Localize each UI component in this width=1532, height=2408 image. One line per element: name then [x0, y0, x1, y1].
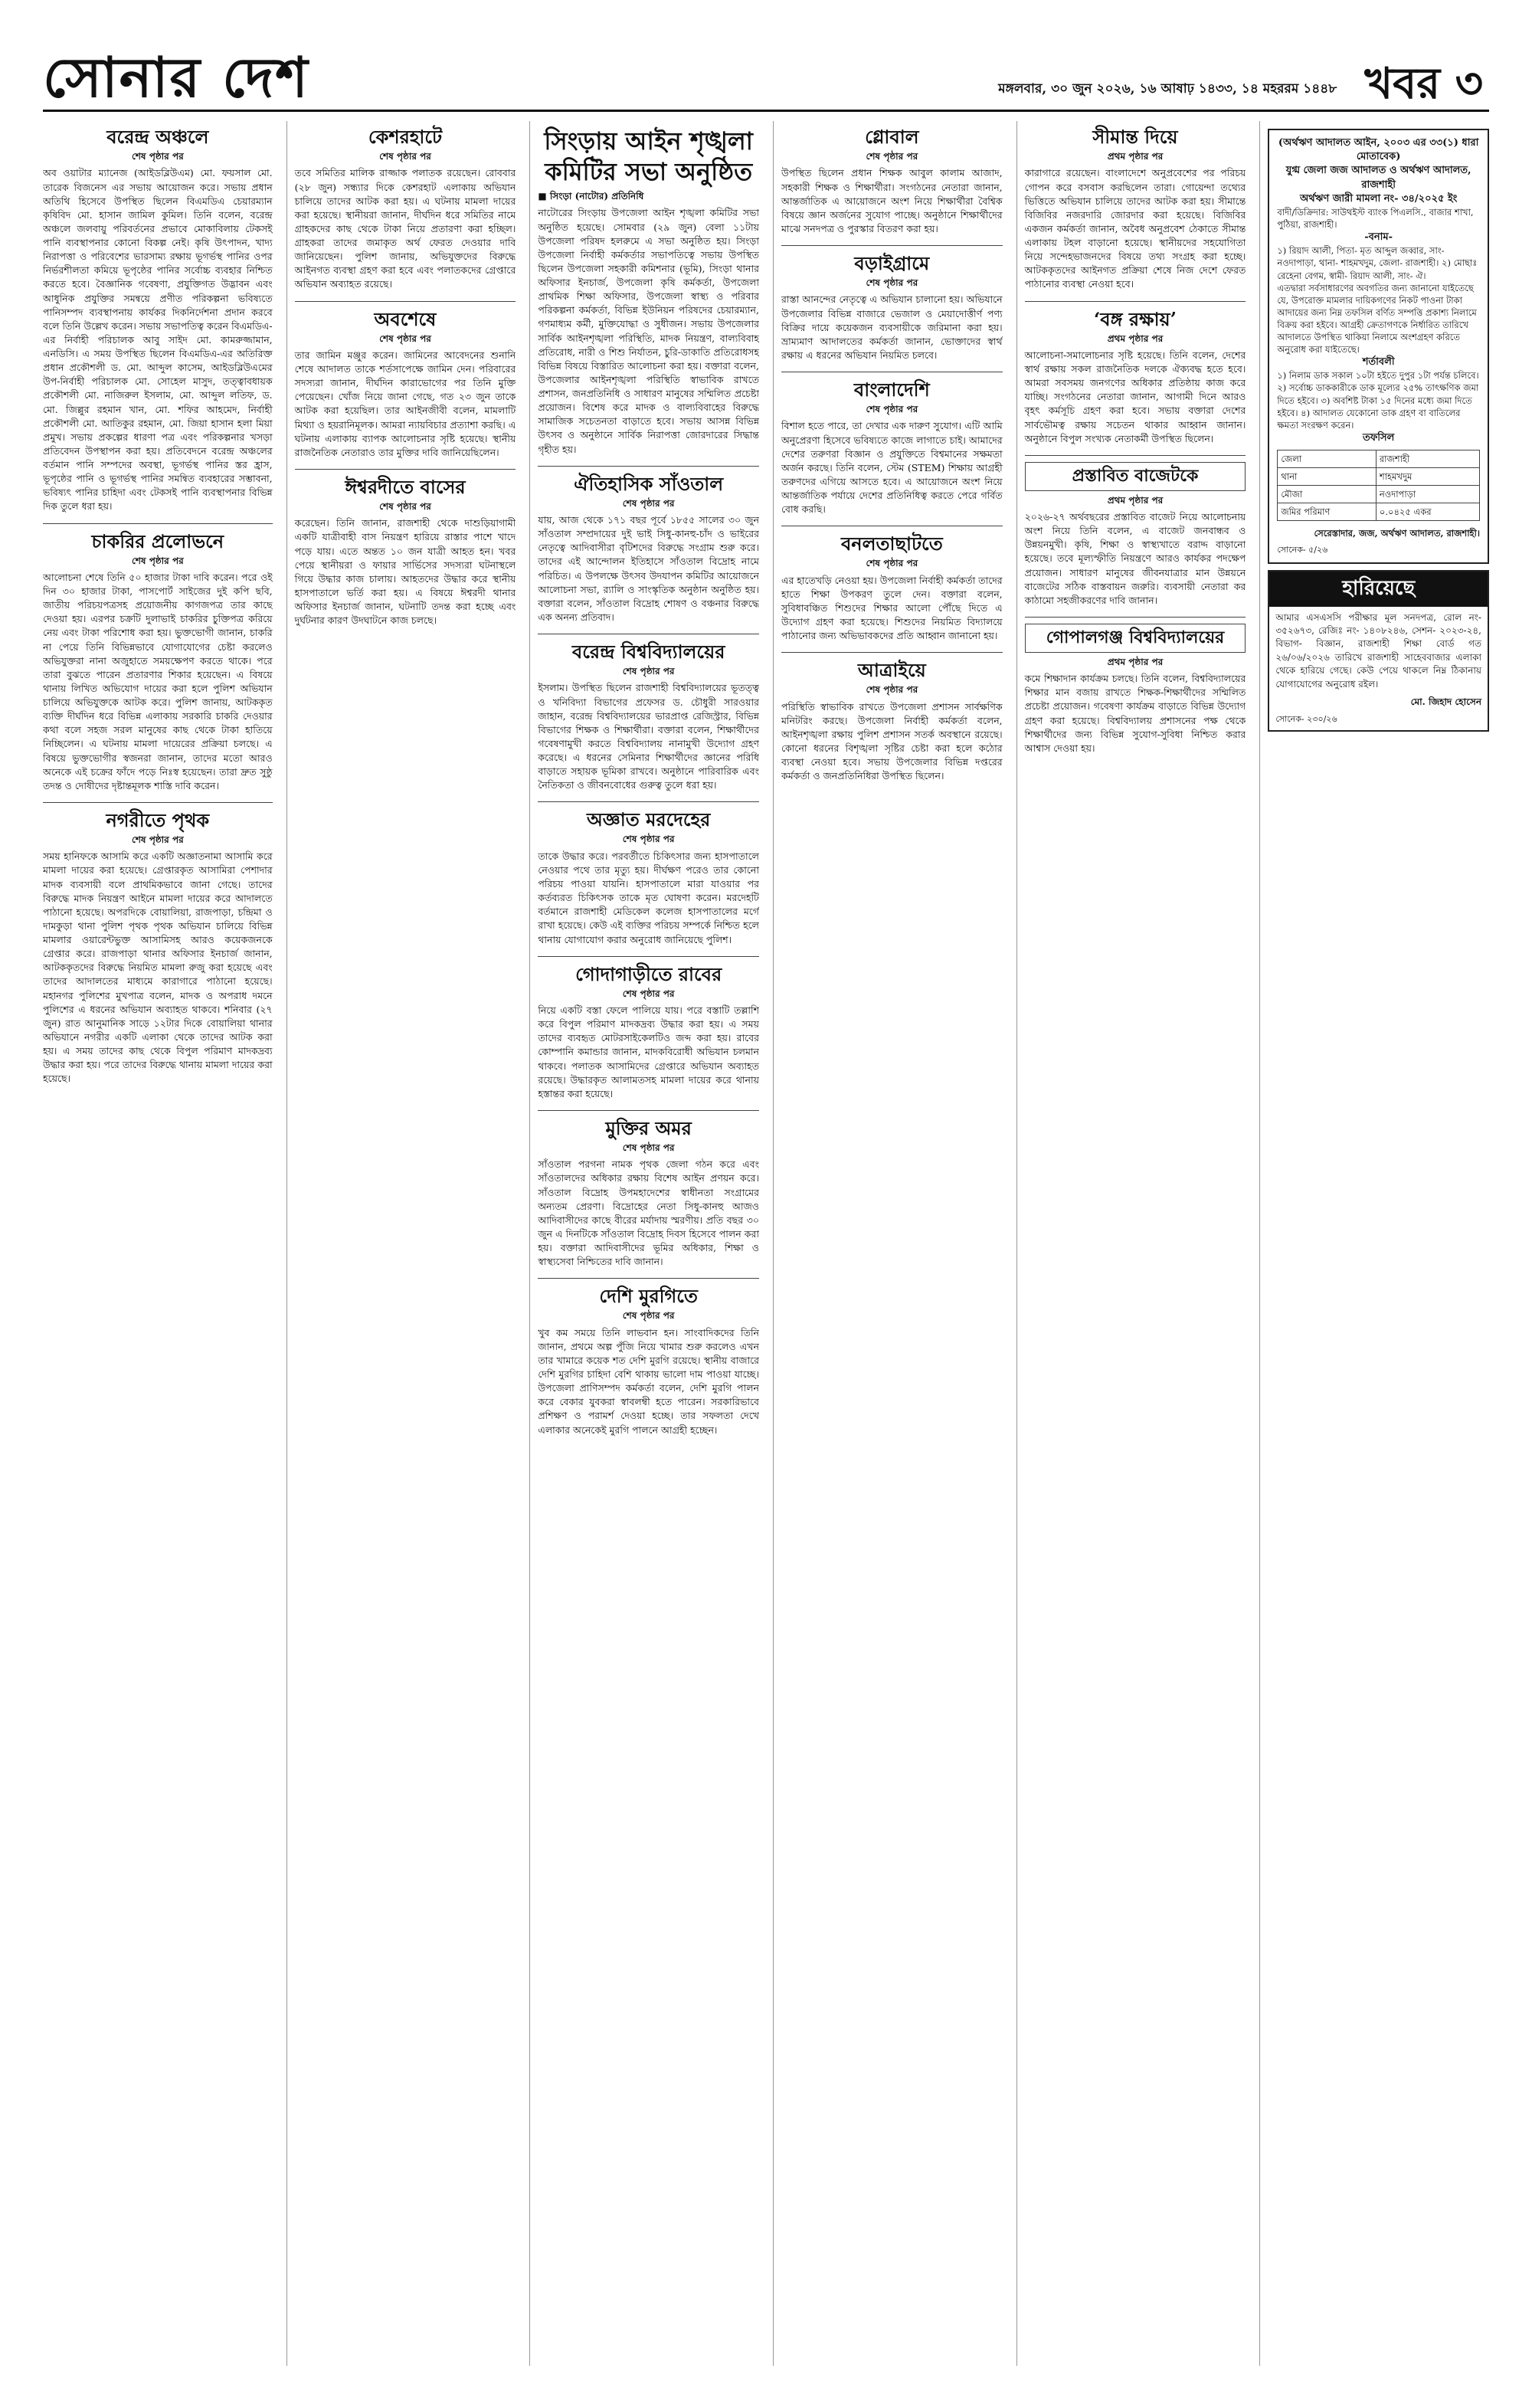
notice-terms-title: শর্তাবলী	[1362, 356, 1395, 369]
story-kicker: শেষ পৃষ্ঠার পর	[866, 404, 918, 415]
story-kicker: শেষ পৃষ্ঠার পর	[622, 1142, 675, 1153]
divider	[295, 301, 516, 302]
story-finally[interactable]	[295, 308, 516, 460]
story-lead-singra[interactable]	[538, 126, 759, 457]
story-kicker: শেষ পৃষ্ঠার পর	[866, 151, 918, 162]
table-cell: থানা	[1278, 468, 1377, 486]
story-body: রাস্তা আনন্দের নেতৃত্বে এ অভিযান চালানো হয়। অভিযানে উপজেলার বিভিন্ন বাজারে ভেজাল ও মেয়াদোত্তীর্ণ পণ্য বিক্রির দায়ে কয়েকজন ব্যবসায়ীকে জরিমানা করা হয়। ভ্রাম্যমাণ আদালতের কর্মকর্তা জানান, ভোক্তাদের স্বার্থ রক্ষায় এ ধরনের অভিযান নিয়মিত চলবে।	[781, 293, 1003, 361]
story-title: অজ্ঞাত মরদেহের	[586, 808, 711, 831]
story-ishwardi-bus[interactable]	[295, 476, 516, 627]
story-body: আলোচনা-সমালোচনার সৃষ্টি হয়েছে। তিনি বলেন, দেশের স্বার্থ রক্ষায় সকল রাজনৈতিক দলকে ঐক্যবদ্ধ হতে হবে। আমরা সবসময় জনগণের অধিকার প্রতিষ্ঠায় কাজ করে যাচ্ছি। সংগঠনের নেতারা জানান, আগামী দিনে আরও বৃহৎ কর্মসূচি গ্রহণ করা হবে। সভায় বক্তারা দেশের সার্বভৌমত্ব রক্ষায় সচেতন থাকার আহ্বান জানান। অনুষ্ঠানে বিপুল সংখ্যক নেতাকর্মী উপস্থিত ছিলেন।	[1024, 349, 1246, 444]
table-row	[1278, 468, 1480, 486]
story-kicker: শেষ পৃষ্ঠার পর	[379, 500, 431, 512]
story-body: করেছেন। তিনি জানান, রাজশাহী থেকে দাশুড়িয়াগামী একটি যাত্রীবাহী বাস নিয়ন্ত্রণ হারিয়ে রাস্তার পাশে খাদে পড়ে যায়। এতে অন্তত ১০ জন যাত্রী আহত হন। খবর পেয়ে স্থানীয়রা ও ফায়ার সার্ভিসের সদস্যরা ঘটনাস্থলে গিয়ে উদ্ধার কাজ চালায়। আহতদের উদ্ধার করে স্থানীয় হাসপাতালে ভর্তি করা হয়। এ বিষয়ে ঈশ্বরদী থানার অফিসার ইনচার্জ জানান, ঘটনাটি তদন্ত করা হচ্ছে এবং দুর্ঘটনার কারণ উদঘাটনে কাজ চলছে।	[294, 517, 516, 627]
lost-body	[1269, 607, 1488, 731]
column-3	[529, 121, 759, 2366]
notice-code: সোনেক- ৫/২৬	[1277, 545, 1328, 555]
story-title: গ্লোবাল	[865, 126, 919, 148]
story-body: আলোচনা শেষে তিনি ৫০ হাজার টাকা দাবি করেন। পরে ওই দিন ৩০ হাজার টাকা, পাসপোর্ট সাইজের দুই কপি ছবি, জাতীয় পরিচয়পত্রসহ প্রয়োজনীয় কাগজপত্র তার কাছে দেওয়া হয়। এরপর চক্রটি দুলাভাই চাকরির চুক্তিপত্র করিয়ে নেয় এবং টাকা পরিশোধ করা হয়। ভুক্তভোগী জানান, চাকরি না পেয়ে তিনি বিভিন্নভাবে যোগাযোগের চেষ্টা করলেও অভিযুক্তরা নানা অজুহাতে সময়ক্ষেপণ করতে থাকে। পরে তারা বুঝতে পারেন প্রতারণার শিকার হয়েছেন। এ বিষয়ে থানায় লিখিত অভিযোগ দায়ের করা হলে পুলিশ অভিযান চালিয়ে অভিযুক্তকে আটক করে। পুলিশ জানায়, আটককৃত ব্যক্তি দীর্ঘদিন ধরে বিভিন্ন এলাকায় সরকারি চাকরি দেওয়ার কথা বলে সহজ সরল মানুষের কাছ থেকে টাকা হাতিয়ে নিচ্ছিলেন। এ ঘটনায় মামলা দায়েরের প্রক্রিয়া চলছে। এ বিষয়ে ভুক্তভোগীর স্বজনরা জানান, তাদের মতো আরও অনেকে এই চক্রের ফাঁদে পড়ে নিঃস্ব হয়েছেন। তারা দ্রুত সুষ্ঠু তদন্ত ও দোষীদের দৃষ্টান্তমূলক শাস্তি দাবি করেন।	[43, 571, 273, 791]
column-6	[1259, 121, 1489, 2366]
story-title: গোদাগাড়ীতে রাবের	[575, 962, 722, 985]
story-title: বরেন্দ্র অঞ্চলে	[106, 126, 209, 148]
table-cell: শাহমখদুম	[1376, 468, 1479, 486]
story-deshi-murgi[interactable]	[538, 1285, 759, 1437]
story-city-separate[interactable]	[43, 809, 273, 1086]
article-grid	[43, 121, 1489, 2366]
story-bonolota[interactable]	[781, 532, 1003, 643]
story-kicker: শেষ পৃষ্ঠার পর	[379, 333, 431, 344]
divider	[538, 466, 759, 467]
story-body: সময় হানিফকে আসামি করে একটি অজ্ঞাতনামা আসামি করে মামলা দায়ের করা হয়েছে। গ্রেপ্তারকৃত আসামিরা পেশাদার মাদক ব্যবসায়ী বলে প্রাথমিকভাবে জানা গেছে। তাদের বিরুদ্ধে মাদক নিয়ন্ত্রণ আইনে মামলা দায়ের করে আদালতে পাঠানো হয়েছে। অপরদিকে বোয়ালিয়া, রাজপাড়া, চন্দ্রিমা ও দামকুড়া থানা পুলিশ পৃথক পৃথক অভিযান চালিয়ে বিভিন্ন মামলার ওয়ারেন্টভুক্ত আসামিসহ আরও কয়েকজনকে গ্রেপ্তার করে। রাজপাড়া থানার অফিসার ইনচার্জ জানান, আটককৃতদের বিরুদ্ধে নিয়মিত মামলা রুজু করা হয়েছে এবং তাদের আদালতের মাধ্যমে কারাগারে পাঠানো হয়েছে। মহানগর পুলিশের মুখপাত্র বলেন, মাদক ও অপরাধ দমনে পুলিশের এ ধরনের অভিযান অব্যাহত থাকবে। শনিবার (২৭ জুন) রাত আনুমানিক সাড়ে ১২টার দিকে বোয়ালিয়া থানার অভিযানে নগরীর একটি এলাকা থেকে তাদের আটক করা হয়। এ সময় তাদের কাছ থেকে বিপুল পরিমাণ মাদকদ্রব্য উদ্ধার করা হয়। পরে তাদের বিরুদ্ধে থানায় মামলা দায়ের করা হয়েছে।	[43, 850, 273, 1085]
story-title: প্রস্তাবিত বাজেটকে	[1025, 462, 1246, 491]
story-gopalganj-university[interactable]	[1025, 624, 1246, 755]
notice-case-number: অর্থঋণ জারী মামলা নং- ৩৪/২০২৫ ইং	[1299, 192, 1458, 205]
story-godagari-rab[interactable]	[538, 963, 759, 1101]
story-title: গোপালগঞ্জ বিশ্ববিদ্যালয়ের	[1025, 624, 1246, 653]
story-title: চাকরির প্রলোভনে	[91, 529, 224, 552]
divider	[43, 802, 273, 803]
story-barendra-university[interactable]	[538, 640, 759, 792]
story-kicker: শেষ পৃষ্ঠার পর	[622, 988, 675, 999]
lead-byline: ■ সিংড়া (নাটোর) প্রতিনিধি	[538, 191, 644, 201]
story-kicker: প্রথম পৃষ্ঠার পর	[1107, 494, 1164, 506]
story-job-fraud[interactable]	[43, 530, 273, 793]
story-title: বনলতাছাটতে	[840, 532, 943, 555]
divider	[538, 801, 759, 802]
lead-headline: সিংড়ায় আইন শৃঙ্খলা কমিটির সভা অনুষ্ঠিত	[544, 126, 753, 186]
story-kicker: শেষ পৃষ্ঠার পর	[622, 666, 675, 677]
divider	[781, 245, 1003, 246]
notice-debtors: ১) রিয়াদ আলী, পিতা- মৃত আব্দুল জব্বার, সাং- নওদাপাড়া, থানা- শাহমখদুম, জেলা- রাজশাহী। ২) মোছাঃ রেহেনা বেগম, স্বামী- রিয়াদ আলী, সাং- ঐ।	[1277, 245, 1478, 281]
story-kicker: প্রথম পৃষ্ঠার পর	[1107, 656, 1164, 667]
story-kicker: শেষ পৃষ্ঠার পর	[131, 555, 184, 566]
dateline: মঙ্গলবার, ৩০ জুন ২০২৬, ১৬ আষাঢ় ১৪৩৩, ১৪ মহররম ১৪৪৮	[998, 81, 1337, 97]
divider	[1025, 617, 1246, 618]
story-bongo-rokkhay[interactable]	[1025, 308, 1246, 446]
table-cell: মৌজা	[1278, 486, 1377, 503]
story-body: পরিস্থিতি স্বাভাবিক রাখতে উপজেলা প্রশাসন সার্বক্ষণিক মনিটরিং করছে। উপজেলা নির্বাহী কর্মকর্তা বলেন, আইনশৃঙ্খলা রক্ষায় পুলিশ প্রশাসন সতর্ক অবস্থানে রয়েছে। কোনো ধরনের বিশৃঙ্খলা সৃষ্টির চেষ্টা করা হলে কঠোর ব্যবস্থা নেওয়া হবে। সভায় উপজেলার বিভিন্ন দপ্তরের কর্মকর্তা ও জনপ্রতিনিধিরা উপস্থিত ছিলেন।	[781, 700, 1003, 782]
story-title: সীমান্ত দিয়ে	[1092, 126, 1178, 148]
story-keshorhat[interactable]	[295, 126, 516, 292]
notice-title: (অর্থঋণ আদালত আইন, ২০০৩ এর ৩৩(১) ধারা মোতাবেক)	[1278, 137, 1479, 163]
story-title: মুক্তির অমর	[605, 1116, 692, 1139]
story-bangladeshi[interactable]	[781, 378, 1003, 516]
story-atrai[interactable]	[781, 659, 1003, 783]
table-cell: রাজশাহী	[1376, 450, 1479, 468]
table-row	[1278, 486, 1480, 503]
story-kicker: শেষ পৃষ্ঠার পর	[622, 497, 675, 509]
story-kicker: প্রথম পৃষ্ঠার পর	[1107, 151, 1164, 162]
column-1	[43, 121, 273, 2366]
notice-schedule-title: তফসিল	[1363, 431, 1395, 444]
divider	[538, 956, 759, 957]
story-body: উপস্থিত ছিলেন প্রধান শিক্ষক আবুল কালাম আজাদ, সহকারী শিক্ষক ও শিক্ষার্থীরা। সংগঠনের নেতারা জানান, আন্তর্জাতিক এ আয়োজনে অংশ নিয়ে শিক্ষার্থীরা বৈশ্বিক বিষয়ে জ্ঞান অর্জনের সুযোগ পাচ্ছে। অনুষ্ঠানে শিক্ষার্থীদের মাঝে সনদপত্র ও পুরস্কার বিতরণ করা হয়।	[781, 167, 1003, 234]
divider	[781, 652, 1003, 653]
notice-terms: ১) নিলাম ডাক সকাল ১০টা হইতে দুপুর ১টা পর্যন্ত চলিবে। ২) সর্বোচ্চ ডাককারীকে ডাক মূল্যের ২৫% তাৎক্ষণিক জমা দিতে হইবে। ৩) অবশিষ্ট টাকা ১৫ দিনের মধ্যে জমা দিতে হইবে। ৪) আদালত যেকোনো ডাক গ্রহণ বা বাতিলের ক্ষমতা সংরক্ষণ করেন।	[1277, 370, 1479, 431]
story-budget[interactable]	[1025, 462, 1246, 608]
masthead	[43, 28, 1489, 112]
newspaper-logo[interactable]: সোনার দেশ	[43, 44, 309, 110]
divider	[43, 523, 273, 524]
divider	[538, 1110, 759, 1111]
legal-auction-notice[interactable]	[1268, 129, 1489, 564]
story-body: কারাগারে রয়েছেন। বাংলাদেশে অনুপ্রবেশের পর পরিচয় গোপন করে বসবাস করছিলেন তারা। গোয়েন্দা তথ্যের ভিত্তিতে অভিযান চালিয়ে তাদের আটক করা হয়। সীমান্তে বিজিবির নজরদারি জোরদার করা হয়েছে। বিজিবির একজন কর্মকর্তা জানান, অবৈধ অনুপ্রবেশ ঠেকাতে সীমান্ত এলাকায় টহল বাড়ানো হয়েছে। স্থানীয়দের সহযোগিতা নিয়ে সন্দেহভাজনদের বিষয়ে তথ্য সংগ্রহ করা হচ্ছে। আটককৃতদের আইনগত প্রক্রিয়া শেষে নিজ দেশে ফেরত পাঠানোর ব্যবস্থা নেওয়া হবে।	[1024, 167, 1246, 290]
notice-versus: -বনাম-	[1364, 231, 1393, 244]
notice-schedule-table	[1277, 450, 1480, 521]
table-row	[1278, 450, 1480, 468]
story-title: আত্রাইয়ে	[857, 659, 926, 682]
story-title: ঐতিহাসিক সাঁওতাল	[574, 472, 724, 495]
story-kicker: শেষ পৃষ্ঠার পর	[622, 1310, 675, 1322]
story-body: বিশাল হতে পারে, তা দেখার এক দারুণ সুযোগ। এটি আমি অনুপ্রেরণা হিসেবে ভবিষ্যতে কাজে লাগাতে চাই। আমাদের দেশের তরুণরা বিজ্ঞান ও প্রযুক্তিতে বিশ্বমানের সক্ষমতা অর্জন করছে। তিনি বলেন, স্টেম (STEM) শিক্ষায় আগ্রহী তরুণদের এগিয়ে আসতে হবে। এ আয়োজনে অংশ নিয়ে আন্তর্জাতিক পর্যায়ে দেশের প্রতিনিধিত্ব করতে পেরে গর্বিত বোধ করছি।	[781, 420, 1003, 516]
story-title: বরেন্দ্র বিশ্ববিদ্যালয়ের	[571, 640, 725, 663]
table-row	[1278, 503, 1480, 521]
table-cell: জেলা	[1278, 450, 1377, 468]
notice-party: বাদী/ডিক্রিদার: সাউথইস্ট ব্যাংক পিএলসি., বাজার শাখা, পুঠিয়া, রাজশাহী।	[1277, 206, 1474, 231]
divider	[1025, 455, 1246, 456]
notice-body: এতদ্বারা সর্বসাধারণের অবগতির জন্য জানানো যাইতেছে যে, উপরোক্ত মামলার দায়িকগণের নিকট পাওনা টাকা আদায়ের জন্য নিম্ন তফসিল বর্ণিত সম্পত্তি প্রকাশ্য নিলামে বিক্রয় করা হইবে। আগ্রহী ক্রেতাগণকে নির্ধারিত তারিখে আদালতে উপস্থিত থাকিয়া নিলামে অংশগ্রহণ করিতে অনুরোধ করা যাইতেছে।	[1277, 282, 1477, 355]
lost-name: মো. জিহাদ হোসেন	[1410, 696, 1481, 707]
story-body: নিয়ে একটি বস্তা ফেলে পালিয়ে যায়। পরে বস্তাটি তল্লাশি করে বিপুল পরিমাণ মাদকদ্রব্য উদ্ধার করা হয়। এ সময় তাদের ব্যবহৃত মোটরসাইকেলটিও জব্দ করা হয়। রাবের কোম্পানি কমান্ডার জানান, মাদকবিরোধী অভিযান চলমান থাকবে। পলাতক আসামিদের গ্রেপ্তারে অভিযান অব্যাহত রয়েছে। উদ্ধারকৃত আলামতসহ মামলা দায়ের করে থানায় হস্তান্তর করা হয়েছে।	[538, 1004, 759, 1099]
story-border[interactable]	[1025, 126, 1246, 292]
story-mukti-omor[interactable]	[538, 1117, 759, 1269]
divider	[1025, 301, 1246, 302]
story-kicker: শেষ পৃষ্ঠার পর	[866, 277, 918, 289]
story-baraigram[interactable]	[781, 252, 1003, 362]
column-5	[1016, 121, 1246, 2366]
notice-court: যুগ্ম জেলা জজ আদালত ও অর্থঋণ আদালত, রাজশাহী	[1285, 165, 1471, 191]
table-cell: ০.০৪২৫ একর	[1376, 503, 1479, 521]
story-barendra-region[interactable]	[43, 126, 273, 514]
story-unknown-body[interactable]	[538, 808, 759, 946]
story-body: তাকে উদ্ধার করে। পরবর্তীতে চিকিৎসার জন্য হাসপাতালে নেওয়ার পথে তার মৃত্যু হয়। দীর্ঘক্ষণ পরেও তার কোনো পরিচয় পাওয়া যায়নি। হাসপাতালে মারা যাওয়ার পর কর্তব্যরত চিকিৎসক তাকে মৃত ঘোষণা করেন। মরদেহটি বর্তমানে রাজশাহী মেডিকেল কলেজ হাসপাতালের মর্গে রাখা হয়েছে। কেউ এই ব্যক্তির পরিচয় সম্পর্কে নিশ্চিত হলে থানায় যোগাযোগ করার অনুরোধ জানিয়েছে পুলিশ।	[538, 850, 759, 945]
section-tag: খবর ৩	[1364, 58, 1483, 109]
story-title: বাংলাদেশি	[853, 378, 930, 401]
story-kicker: শেষ পৃষ্ঠার পর	[622, 834, 675, 845]
story-santal-history[interactable]	[538, 473, 759, 624]
story-title: ঈশ্বরদীতে বাসের	[345, 475, 466, 498]
story-title: কেশরহাটে	[368, 126, 443, 148]
story-body: তবে সমিতির মালিক রাজ্জাক পলাতক রয়েছেন। রোববার (২৮ জুন) সন্ধ্যার দিকে কেশরহাট এলাকায় অভিযান চালিয়ে তাদের আটক করা হয়। এ ঘটনায় মামলা দায়ের করা হয়েছে। স্থানীয়রা জানান, দীর্ঘদিন ধরে সমিতির নামে গ্রাহকদের কাছ থেকে টাকা নিয়ে প্রতারণা করা হচ্ছিল। গ্রাহকরা তাদের জমাকৃত অর্থ ফেরত দেওয়ার দাবি জানিয়েছেন। পুলিশ জানায়, অভিযুক্তদের বিরুদ্ধে আইনগত ব্যবস্থা গ্রহণ করা হবে এবং পলাতকদের গ্রেপ্তারে অভিযান অব্যাহত রয়েছে।	[294, 167, 516, 290]
story-body: তার জামিন মঞ্জুর করেন। জামিনের আবেদনের শুনানি শেষে আদালত তাকে শর্তসাপেক্ষে জামিন দেন। পরিবারের সদস্যরা জানান, দীর্ঘদিন কারাভোগের পর তিনি মুক্তি পেয়েছেন। খোঁজ নিয়ে জানা গেছে, গত ২৩ জুন তাকে আটক করা হয়েছিল। তার আইনজীবী বলেন, মামলাটি মিথ্যা ও হয়রানিমূলক। আমরা ন্যায়বিচার প্রত্যাশা করছি। এ ঘটনায় এলাকায় ব্যাপক আলোচনার সৃষ্টি হয়েছে। স্থানীয় রাজনৈতিক নেতারাও তার মুক্তির দাবি জানিয়েছিলেন।	[294, 349, 516, 458]
story-body: সাঁওতাল পরগনা নামক পৃথক জেলা গঠন করে এবং সাঁওতালদের অধিকার রক্ষায় বিশেষ আইন প্রণয়ন করে। সাঁওতাল বিদ্রোহ উপমহাদেশের স্বাধীনতা সংগ্রামের অন্যতম প্রেরণা। বিদ্রোহের নেতা সিধু-কানহু আজও আদিবাসীদের কাছে বীরের মর্যাদায় স্মরণীয়। প্রতি বছর ৩০ জুন এ দিনটিকে সাঁওতাল বিদ্রোহ দিবস হিসেবে পালন করা হয়। বক্তারা আদিবাসীদের ভূমির অধিকার, শিক্ষা ও স্বাস্থ্যসেবা নিশ্চিতের দাবি জানান।	[538, 1158, 759, 1268]
story-kicker: শেষ পৃষ্ঠার পর	[131, 151, 184, 162]
story-title: অবশেষে	[374, 307, 437, 330]
story-body: যায়, আজ থেকে ১৭১ বছর পূর্বে ১৮৫৫ সালের ৩০ জুন সাঁওতাল সম্প্রদায়ের দুই ভাই সিধু-কানহু-চাঁদ ও ভাইরের নেতৃত্বে আদিবাসীরা বৃটিশদের বিরুদ্ধে সংগ্রাম শুরু করে। তাদের এই আন্দোলন ইতিহাসে সাঁওতাল বিদ্রোহ নামে পরিচিত। এ উপলক্ষে উৎসব উদযাপন কমিটির আয়োজনে আলোচনা সভা, র‍্যালি ও সাংস্কৃতিক অনুষ্ঠান অনুষ্ঠিত হয়। বক্তারা বলেন, সাঁওতাল বিদ্রোহ শোষণ ও বঞ্চনার বিরুদ্ধে এক অনন্য প্রতিবাদ।	[538, 514, 759, 623]
story-body: ২০২৬-২৭ অর্থবছরের প্রস্তাবিত বাজেট নিয়ে আলোচনায় অংশ নিয়ে তিনি বলেন, এ বাজেট জনবান্ধব ও উন্নয়নমুখী। কৃষি, শিক্ষা ও স্বাস্থ্যখাতে বরাদ্দ বাড়ানো হয়েছে। তবে মূল্যস্ফীতি নিয়ন্ত্রণে আরও কার্যকর পদক্ষেপ প্রয়োজন। সাধারণ মানুষের জীবনযাত্রার মান উন্নয়নে বাজেটের সঠিক বাস্তবায়ন জরুরি। ব্যবসায়ী নেতারা কর কাঠামো সহজীকরণের দাবি জানান।	[1024, 511, 1246, 606]
lost-text: আমার এসএসসি পরীক্ষার মূল সনদপত্র, রোল নং- ৩৫২৬৭৩, রেজিঃ নং- ১৪০৮২৪৬, সেশন- ২০২৩-২৪, বিভাগ- বিজ্ঞান, রাজশাহী শিক্ষা বোর্ড গত ২৬/০৬/২০২৬ তারিখে রাজশাহী সাহেববাজার এলাকা থেকে হারিয়ে গেছে। কেউ পেয়ে থাকলে নিম্ন ঠিকানায় যোগাযোগের অনুরোধ রইল।	[1275, 611, 1481, 690]
story-body: কমে শিক্ষাদান কার্যক্রম চলছে। তিনি বলেন, বিশ্ববিদ্যালয়ের শিক্ষার মান বজায় রাখতে শিক্ষক-শিক্ষার্থীদের সম্মিলিত প্রচেষ্টা প্রয়োজন। গবেষণা কার্যক্রম বাড়াতে বিভিন্ন উদ্যোগ গ্রহণ করা হয়েছে। বিশ্ববিদ্যালয় প্রশাসনের পক্ষ থেকে শিক্ষার্থীদের জন্য বিভিন্ন সুযোগ-সুবিধা নিশ্চিত করার আশ্বাস দেওয়া হয়।	[1024, 673, 1246, 754]
lost-certificate-ad[interactable]	[1268, 570, 1489, 732]
divider	[295, 469, 516, 470]
story-kicker: শেষ পৃষ্ঠার পর	[379, 151, 431, 162]
story-global[interactable]	[781, 126, 1003, 236]
story-body: ইসলাম। উপস্থিত ছিলেন রাজশাহী বিশ্ববিদ্যালয়ের ভূতত্ত্ব ও খনিবিদ্যা বিভাগের প্রফেসর ড. চৌধুরী সারওয়ার জাহান, বরেন্দ্র বিশ্ববিদ্যালয়ের ভারপ্রাপ্ত রেজিস্ট্রার, বিভিন্ন বিভাগের শিক্ষক ও শিক্ষার্থীরা। বক্তারা বলেন, শিক্ষার্থীদের গবেষণামুখী করতে বিশ্ববিদ্যালয় নানামুখী উদ্যোগ গ্রহণ করেছে। এ ধরনের সেমিনার শিক্ষার্থীদের জ্ঞানের পরিধি বাড়াতে সহায়ক ভূমিকা রাখবে। অনুষ্ঠানে পারিবারিক এবং নৈতিকতা ও জীবনবোধের গুরুত্ব তুলে ধরা হয়।	[538, 682, 759, 791]
lost-heading: হারিয়েছে	[1269, 572, 1488, 607]
story-body: খুব কম সময়ে তিনি লাভবান হন। সাংবাদিকদের তিনি জানান, প্রথমে অল্প পুঁজি নিয়ে খামার শুরু করলেও এখন তার খামারে কয়েক শত দেশি মুরগি রয়েছে। স্থানীয় বাজারে দেশি মুরগির চাহিদা বেশি থাকায় ভালো দাম পাওয়া যাচ্ছে। উপজেলা প্রাণিসম্পদ কর্মকর্তা বলেন, দেশি মুরগি পালন করে বেকার যুবকরা স্বাবলম্বী হতে পারেন। সরকারিভাবে প্রশিক্ষণ ও পরামর্শ দেওয়া হচ্ছে। তার সফলতা দেখে এলাকার অনেকেই মুরগি পালনে আগ্রহী হচ্ছেন।	[538, 1326, 759, 1436]
divider	[538, 1278, 759, 1279]
story-title: ‘বঙ্গ রক্ষায়’	[1093, 307, 1177, 330]
story-kicker: শেষ পৃষ্ঠার পর	[866, 558, 918, 569]
story-body: নাটোরের সিংড়ায় উপজেলা আইন শৃঙ্খলা কমিটির সভা অনুষ্ঠিত হয়েছে। সোমবার (২৯ জুন) বেলা ১১টায় উপজেলা পরিষদ হলরুমে এ সভা অনুষ্ঠিত হয়। সিংড়া উপজেলা নির্বাহী কর্মকর্তার সভাপতিত্বে সভায় উপস্থিত ছিলেন উপজেলা সহকারী কমিশনার (ভূমি), সিংড়া থানার অফিসার ইনচার্জ, উপজেলা কৃষি কর্মকর্তা, উপজেলা প্রাথমিক শিক্ষা অফিসার, উপজেলা স্বাস্থ্য ও পরিবার পরিকল্পনা কর্মকর্তা, বিভিন্ন ইউনিয়ন পরিষদের চেয়ারম্যান, গণমাধ্যম কর্মী, মুক্তিযোদ্ধা ও সুধীজন। সভায় উপজেলার সার্বিক আইনশৃঙ্খলা পরিস্থিতি, মাদক নিয়ন্ত্রণ, বাল্যবিবাহ প্রতিরোধ, নারী ও শিশু নির্যাতন, চুরি-ডাকাতি প্রতিরোধসহ বিভিন্ন বিষয়ে বিস্তারিত আলোচনা করা হয়। বক্তারা বলেন, উপজেলার আইনশৃঙ্খলা পরিস্থিতি স্বাভাবিক রাখতে প্রশাসন, জনপ্রতিনিধি ও সাধারণ মানুষের সম্মিলিত প্রচেষ্টা প্রয়োজন। বিশেষ করে মাদক ও বাল্যবিবাহের বিরুদ্ধে সামাজিক সচেতনতা বাড়াতে হবে। সভায় আসন্ন বিভিন্ন উৎসব ও অনুষ্ঠানে সার্বিক নিরাপত্তা জোরদারের সিদ্ধান্ত গৃহীত হয়।	[538, 207, 759, 455]
table-cell: নওদাপাড়া	[1376, 486, 1479, 503]
story-kicker: প্রথম পৃষ্ঠার পর	[1107, 333, 1164, 344]
story-body: এর হাতেখড়ি নেওয়া হয়। উপজেলা নির্বাহী কর্মকর্তা তাদের হাতে শিক্ষা উপকরণ তুলে দেন। বক্তারা বলেন, সুবিধাবঞ্চিত শিশুদের শিক্ষার আলো পৌঁছে দিতে এ উদ্যোগ গ্রহণ করা হয়েছে। শিশুদের নিয়মিত বিদ্যালয়ে পাঠানোর জন্য অভিভাবকদের প্রতি আহ্বান জানানো হয়।	[781, 574, 1003, 642]
story-kicker: শেষ পৃষ্ঠার পর	[866, 684, 918, 696]
column-4	[773, 121, 1003, 2366]
story-title: বড়াইগ্রামে	[854, 252, 930, 275]
story-body: অব ওয়াটার ম্যানেজ (আইডব্লিউএম) মো. ফয়সাল মো. তারেক বিজনেস এর সভায় আয়োজন করে। সভায় প্রধান অতিথি হিসেবে উপস্থিত ছিলেন বিএমডিএ চেয়ারম্যান কৃষিবিদ মো. হাসান জামিল কুমিল। তিনি বলেন, বরেন্দ্র অঞ্চলে জলবায়ু পরিবর্তনের প্রভাবে মোকাবিলায় টেকসই পানি ব্যবস্থাপনার কোনো বিকল্প নেই। কৃষি উৎপাদন, খাদ্য নিরাপত্তা ও পরিবেশের ভারসাম্য রক্ষায় ভূগর্ভস্থ পানির ওপর নির্ভরশীলতা কমিয়ে ভূপৃষ্ঠের পানির সর্বোচ্চ ব্যবহার নিশ্চিত করতে হবে। বৈজ্ঞানিক গবেষণা, প্রযুক্তিগত উদ্ভাবন এবং আধুনিক প্রযুক্তির সমন্বয়ে প্রণীত পরিকল্পনা ভবিষ্যতে পানিসম্পদ ব্যবস্থাপনায় কার্যকর দিকনির্দেশনা প্রদান করবে বলে তিনি উল্লেখ করেন। সভায় সভাপতিত্ব করেন বিএমডিএ-এর নির্বাহী পরিচালক আবু সাইদ মো. কামরুজ্জামান, এনডিসি। এ সময় উপস্থিত ছিলেন বিএমডিএ-এর অতিরিক্ত প্রধান প্রকৌশলী ড. মো. আব্দুল কাসেম, আইডব্লিউএমের উপ-নির্বাহী পরিচালক মো. সোহেল মাসুদ, তত্ত্বাবধায়ক প্রকৌশলী মো. নাজিরুল ইসলাম, মো. আব্দুল লতিফ, ড. মো. জিল্লুর রহমান খান, মো. শফির আহমেদ, নির্বাহী প্রকৌশলী মো. আতিকুর রহমান, মো. জিয়া হাসান হলা মিয়া প্রমুখ। সভায় প্রকল্পের ধারণা পত্র এবং পরিকল্পনার খসড়া প্রতিবেদন উপস্থাপন করা হয়। প্রতিবেদনে বরেন্দ্র অঞ্চলের বর্তমান পানি সম্পদের অবস্থা, ভূগর্ভস্থ পানির স্তর হ্রাস, ভূপৃষ্ঠের পানি ও ভূগর্ভস্থ পানির সমন্বিত ব্যবহারের সম্ভাবনা, ভবিষ্যৎ পানির চাহিদা এবং টেকসই পানি ব্যবস্থাপনার বিভিন্ন দিক তুলে ধরা হয়।	[43, 167, 273, 513]
story-title: নগরীতে পৃথক	[106, 808, 210, 831]
story-title: দেশি মুরগিতে	[599, 1285, 698, 1308]
lost-code: সোনেক- ২৩০/২৬	[1275, 714, 1337, 725]
column-2	[286, 121, 516, 2366]
story-kicker: শেষ পৃষ্ঠার পর	[131, 834, 184, 845]
table-cell: জমির পরিমাণ	[1278, 503, 1377, 521]
notice-signature: সেরেস্তাদার, জজ, অর্থঋণ আদালত, রাজশাহী।	[1314, 528, 1480, 539]
